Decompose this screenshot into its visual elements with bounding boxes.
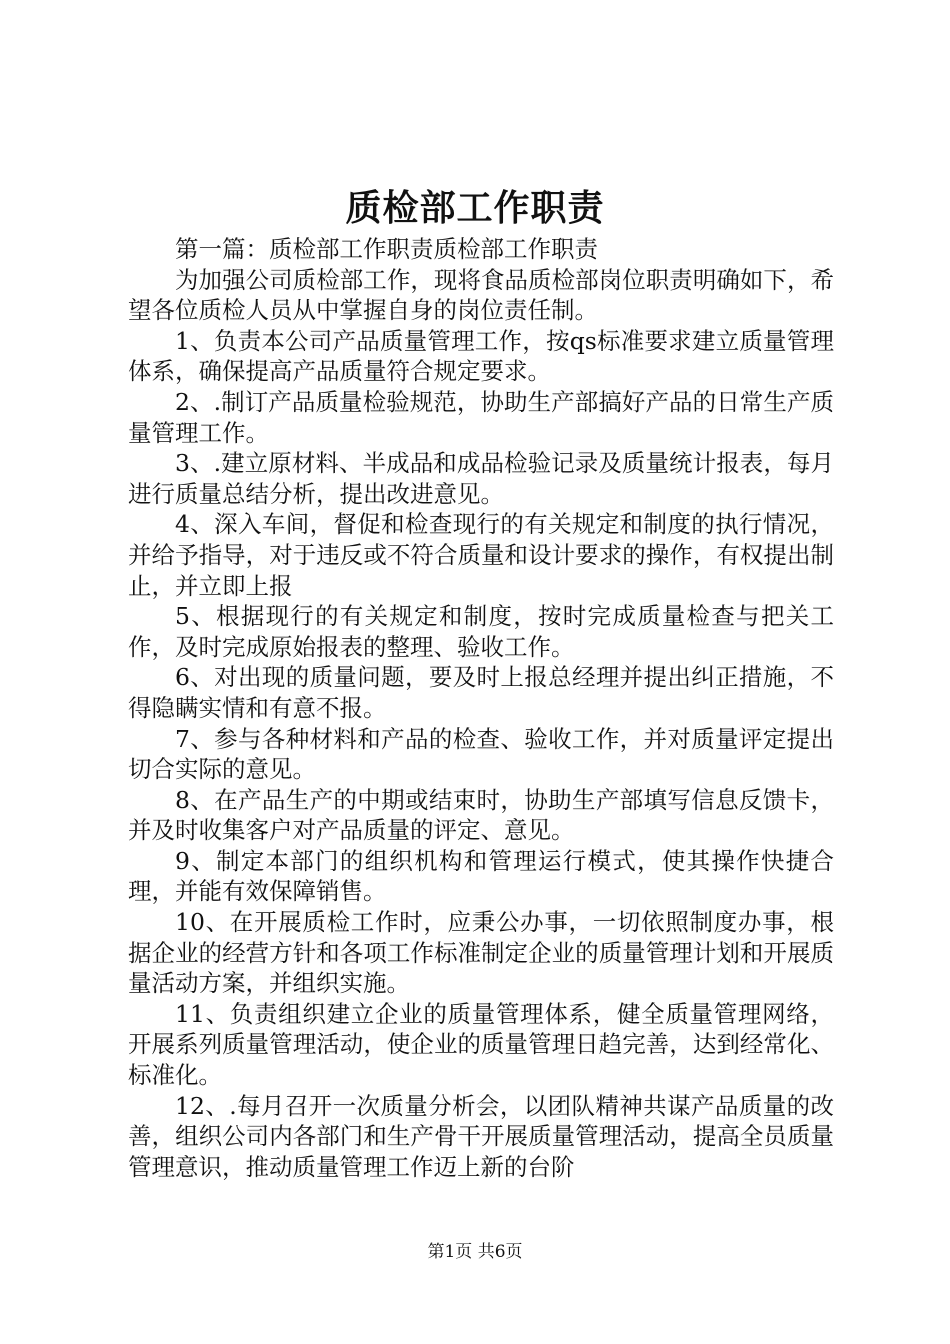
page-footer: 第1页 共6页 (427, 1242, 523, 1262)
paragraph-item-2: 2、.制订产品质量检验规范，协助生产部搞好产品的日常生产质量管理工作。 (128, 387, 834, 447)
paragraph-item-3: 3、.建立原材料、半成品和成品检验记录及质量统计报表，每月进行质量总结分析，提出改进意见。 (128, 449, 834, 508)
paragraph-item-12: 12、.每月召开一次质量分析会，以团队精神共谋产品质量的改善，组织公司内各部门和生产骨干开展质量管理活动，提高全员质量管理意识，推动质量管理工作迈上新的台阶 (128, 1091, 834, 1181)
paragraph-item-6: 6、对出现的质量问题，要及时上报总经理并提出纠正措施，不得隐瞒实情和有意不报。 (128, 663, 834, 722)
paragraph-intro: 为加强公司质检部工作，现将食品质检部岗位职责明确如下，希望各位质检人员从中掌握自身的岗位责任制。 (128, 265, 834, 325)
paragraph-item-11: 11、负责组织建立企业的质量管理体系，健全质量管理网络，开展系列质量管理活动，使企业的质量管理日趋完善，达到经常化、标准化。 (128, 999, 834, 1090)
document-body (128, 234, 834, 1182)
paragraph-item-8: 8、在产品生产的中期或结束时，协助生产部填写信息反馈卡，并及时收集客户对产品质量的评定、意见。 (128, 785, 834, 845)
paragraph-heading: 第一篇：质检部工作职责质检部工作职责 (175, 235, 598, 263)
paragraph-item-10: 10、在开展质检工作时，应秉公办事，一切依照制度办事，根据企业的经营方针和各项工作标准制定企业的质量管理计划和开展质量活动方案，并组织实施。 (128, 908, 834, 998)
paragraph-item-5: 5、根据现行的有关规定和制度，按时完成质量检查与把关工作，及时完成原始报表的整理、验收工作。 (128, 602, 834, 661)
paragraph-item-1: 1、负责本公司产品质量管理工作，按qs标准要求建立质量管理体系，确保提高产品质量符合规定要求。 (128, 326, 834, 386)
paragraph-item-9: 9、制定本部门的组织机构和管理运行模式，使其操作快捷合理，并能有效保障销售。 (128, 846, 834, 906)
paragraph-item-7: 7、参与各种材料和产品的检查、验收工作，并对质量评定提出切合实际的意见。 (128, 724, 834, 784)
document-title: 质检部工作职责 (345, 187, 605, 229)
paragraph-item-4: 4、深入车间，督促和检查现行的有关规定和制度的执行情况，并给予指导，对于违反或不符合质量和设计要求的操作，有权提出制止，并立即上报 (128, 510, 834, 600)
